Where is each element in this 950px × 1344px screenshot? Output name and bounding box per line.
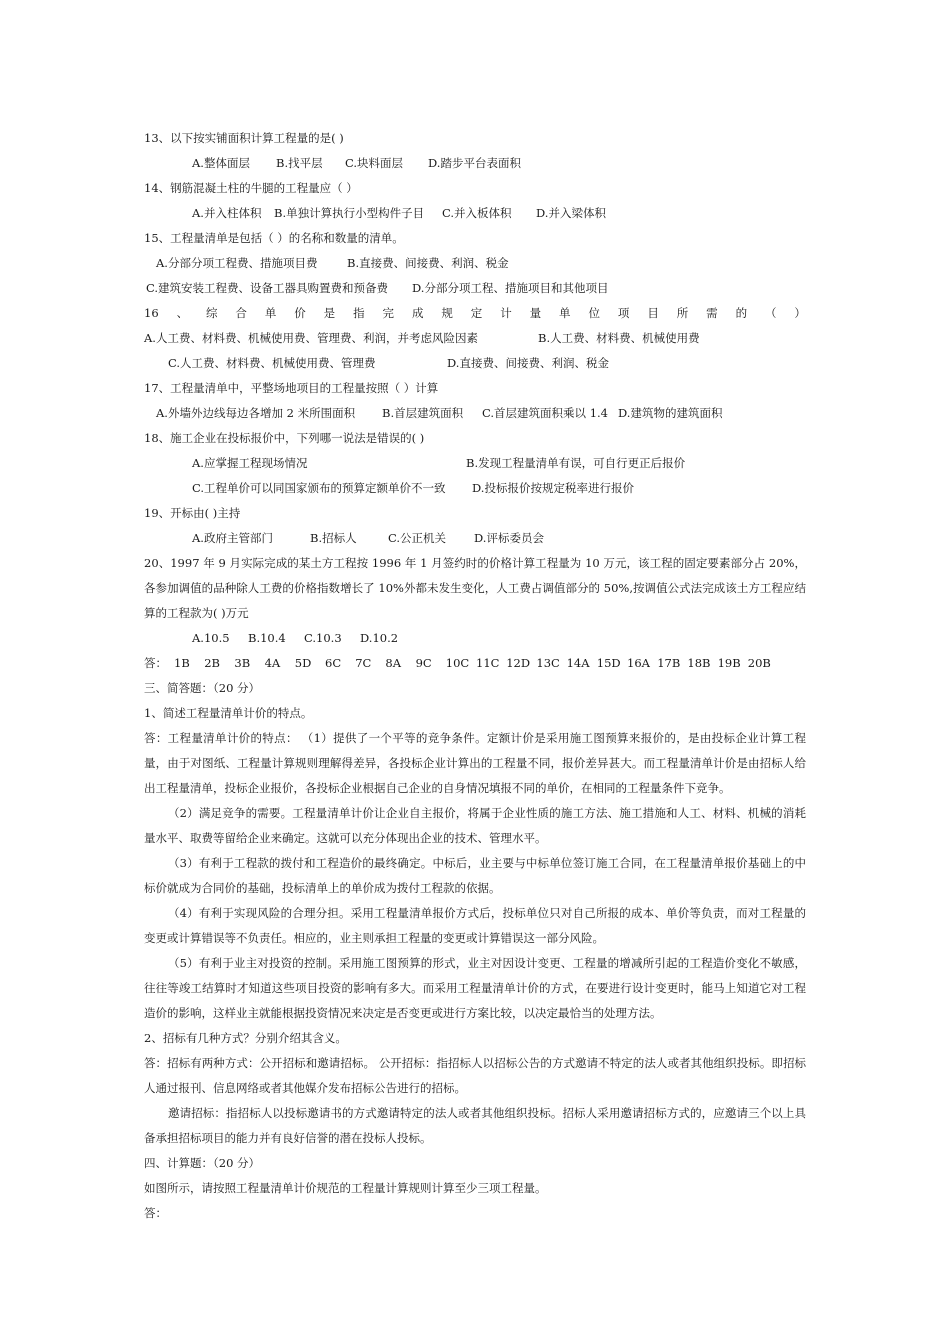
question-16-stem-char: 量 xyxy=(529,306,542,320)
question-16-stem-char: 所 xyxy=(676,306,689,320)
question-16-stem-char: 需 xyxy=(706,306,718,320)
answer-item: 13C xyxy=(536,656,560,670)
answer-item: 18B xyxy=(687,656,711,670)
question-17: 17、工程量清单中，平整场地项目的工程量按照（ ）计算 xyxy=(144,381,439,395)
option-b: B.单独计算执行小型构件子目 xyxy=(274,206,425,220)
option-a: A.政府主管部门 xyxy=(192,531,273,545)
option-d: D.投标报价按规定税率进行报价 xyxy=(472,481,634,495)
option-c: C.人工费、材料费、机械使用费、管理费 xyxy=(168,356,376,370)
question-19: 19、开标由( )主持 xyxy=(144,506,241,520)
option-d: D.分部分项工程、措施项目和其他项目 xyxy=(412,281,609,295)
question-16-stem-char: 、 xyxy=(176,306,189,320)
question-18-options-row2 xyxy=(144,476,806,501)
option-a: A.分部分项工程费、措施项目费 xyxy=(156,256,318,270)
answer-1-paragraph-3: （3）有利于工程款的拨付和工程造价的最终确定。中标后，业主要与中标单位签订施工合同，在工程量清单报价基础上的中标价就成为合同价的基础，投标清单上的单价成为拨付工程款的依据。 xyxy=(144,856,806,895)
question-16-stem-char: 项 xyxy=(617,306,630,320)
question-16-options-row2 xyxy=(144,351,806,376)
answer-1-paragraph-5: （5）有利于业主对投资的控制。采用施工图预算的形式，业主对因设计变更、工程量的增减所引起的工程造价变化不敏感，往往等竣工结算时才知道这些项目投资的影响有多大。而采用工程量清单计价的方式，在要进行设计变更时，能马上知道它对工程造价的影响，这样业主就能根据投资情况来决定是否变更或进行方案比较，以决定最恰当的处理方法。 xyxy=(144,956,806,1020)
option-c: C.10.3 xyxy=(304,631,342,645)
answer-key xyxy=(144,651,806,676)
short-question-1: 1、简述工程量清单计价的特点。 xyxy=(144,706,313,720)
question-16-stem-char: 定 xyxy=(470,306,483,320)
answer-item: 5D xyxy=(294,656,312,670)
question-16-stem-char: 单 xyxy=(559,306,571,320)
answer-2-paragraph-2: 邀请招标：指招标人以投标邀请书的方式邀请特定的法人或者其他组织投标。招标人采用邀请招标方式的，应邀请三个以上具备承担招标项目的能力并有良好信誉的潜在投标人投标。 xyxy=(144,1106,806,1145)
answer-item: 19B xyxy=(717,656,741,670)
answer-1-paragraph-1: 答：工程量清单计价的特点： （1）提供了一个平等的竞争条件。定额计价是采用施工图预算来报价的，是由投标企业计算工程量，由于对图纸、工程量计算规则理解得差异，各投标企业计算出的工程量不同，报价差异甚大。而工程量清单计价是由招标人给出工程量清单，投标企业报价，各投标企业根据自己企业的自身情况填报不同的单价，在相同的工程量条件下竞争。 xyxy=(144,731,806,795)
answer-1-paragraph-2: （2）满足竞争的需要。工程量清单计价让企业自主报价，将属于企业性质的施工方法、施工措施和人工、材料、机械的消耗量水平、取费等留给企业来确定。这就可以充分体现出企业的技术、管理水平。 xyxy=(144,806,806,845)
calculation-prompt: 如图所示，请按照工程量清单计价规范的工程量计算规则计算至少三项工程量。 xyxy=(144,1181,547,1195)
option-b: B.找平层 xyxy=(276,156,323,170)
option-b: B.发现工程量清单有误，可自行更正后报价 xyxy=(466,456,686,470)
question-16-stem-char: ） xyxy=(794,306,806,320)
question-18: 18、施工企业在投标报价中，下列哪一说法是错误的( ) xyxy=(144,431,425,445)
option-b: B.人工费、材料费、机械使用费 xyxy=(538,331,700,345)
answer-key-label: 答： xyxy=(144,656,167,670)
option-d: D.10.2 xyxy=(360,631,399,645)
question-16-stem-char: 单 xyxy=(264,306,277,320)
calculation-answer-label: 答： xyxy=(144,1206,167,1220)
option-d: D.直接费、间接费、利润、税金 xyxy=(447,356,609,370)
option-a: A.并入柱体积 xyxy=(192,206,262,220)
option-c: C.工程单价可以同国家颁布的预算定额单价不一致 xyxy=(192,481,446,495)
answer-item: 15D xyxy=(596,656,621,670)
question-20-options xyxy=(144,626,806,651)
answer-item: 4A xyxy=(264,656,281,670)
option-d: D.建筑物的建筑面积 xyxy=(618,406,723,420)
short-question-2: 2、招标有几种方式？分别介绍其含义。 xyxy=(144,1031,347,1045)
question-14: 14、钢筋混凝土柱的牛腿的工程量应（ ） xyxy=(144,181,358,195)
question-16-stem-char: 价 xyxy=(294,306,306,320)
answer-1-paragraph-4: （4）有利于实现风险的合理分担。采用工程量清单报价方式后，投标单位只对自己所报的成本、单价等负责，而对工程量的变更或计算错误等不负责任。相应的，业主则承担工程量的变更或计算错误这一部分风险。 xyxy=(144,906,806,945)
option-a: A.整体面层 xyxy=(192,156,250,170)
question-16-stem-char: 是 xyxy=(323,306,336,320)
option-c: C.并入板体积 xyxy=(442,206,512,220)
question-15-options-row1 xyxy=(144,251,806,276)
option-a: A.外墙外边线每边各增加 2 米所围面积 xyxy=(156,406,356,420)
option-c: C.首层建筑面积乘以 1.4 xyxy=(482,406,608,420)
question-15: 15、工程量清单是包括（ ）的名称和数量的清单。 xyxy=(144,231,404,245)
question-19-options xyxy=(144,526,806,551)
answer-item: 6C xyxy=(325,656,342,670)
question-16-stem-char: 合 xyxy=(235,306,247,320)
answer-item: 9C xyxy=(415,656,432,670)
question-14-options xyxy=(144,201,806,226)
question-16-stem-char: 完 xyxy=(382,306,395,320)
question-16-stem-char: 16 xyxy=(144,306,159,320)
answer-item: 3B xyxy=(234,656,251,670)
answer-item: 16A xyxy=(627,656,650,670)
question-16-options-row1 xyxy=(144,326,806,351)
option-d: D.踏步平台表面积 xyxy=(428,156,521,170)
question-18-options-row1 xyxy=(144,451,806,476)
question-20: 20、1997 年 9 月实际完成的某土方工程按 1996 年 1 月签约时的价格计算工程量为 10 万元，该工程的固定要素部分占 20%，各参加调值的品种除人工费的价格指数增长了 10%外都未发生变化，人工费占调值部分的 50%,按调值公式法完成该土方工程应结算的工程款为( )万元 xyxy=(144,556,806,620)
option-c: C.块料面层 xyxy=(345,156,404,170)
option-b: B.招标人 xyxy=(310,531,357,545)
answer-item: 2B xyxy=(204,656,220,670)
question-13: 13、以下按实铺面积计算工程量的是( ) xyxy=(144,131,344,145)
question-16-stem-char: （ xyxy=(765,306,777,320)
option-a: A.人工费、材料费、机械使用费、管理费、利润，并考虑风险因素 xyxy=(144,331,478,345)
option-b: B.10.4 xyxy=(248,631,286,645)
answer-item: 11C xyxy=(476,656,500,670)
option-b: B.直接费、间接费、利润、税金 xyxy=(347,256,509,270)
question-16-stem-char: 位 xyxy=(588,306,600,320)
option-a: A.应掌握工程现场情况 xyxy=(192,456,308,470)
answer-item: 7C xyxy=(355,656,372,670)
option-c: C.公正机关 xyxy=(388,531,447,545)
question-16 xyxy=(144,301,806,326)
answer-item: 10C xyxy=(445,656,470,670)
section-4-title: 四、计算题：（20 分） xyxy=(144,1156,261,1170)
option-b: B.首层建筑面积 xyxy=(382,406,464,420)
option-a: A.10.5 xyxy=(192,631,230,645)
question-16-stem-char: 目 xyxy=(647,306,659,320)
question-15-options-row2 xyxy=(144,276,806,301)
answer-item: 1B xyxy=(174,656,190,670)
exam-document xyxy=(144,126,806,1226)
answer-item: 14A xyxy=(566,656,590,670)
question-16-stem-char: 规 xyxy=(441,306,453,320)
question-16-stem-char: 成 xyxy=(411,306,424,320)
option-d: D.并入梁体积 xyxy=(536,206,606,220)
answer-item: 8A xyxy=(385,656,402,670)
question-16-stem-char: 的 xyxy=(735,306,748,320)
answer-2-paragraph-1: 答：招标有两种方式：公开招标和邀请招标。 公开招标：指招标人以招标公告的方式邀请不特定的法人或者其他组织投标。即招标人通过报刊、信息网络或者其他媒介发布招标公告进行的招标。 xyxy=(144,1056,806,1095)
section-3-title: 三、简答题：（20 分） xyxy=(144,681,261,695)
option-c: C.建筑安装工程费、设备工器具购置费和预备费 xyxy=(146,281,389,295)
answer-item: 20B xyxy=(747,656,771,670)
question-16-stem-char: 综 xyxy=(205,306,218,320)
option-d: D.评标委员会 xyxy=(474,531,544,545)
answer-item: 17B xyxy=(657,656,681,670)
question-16-stem-char: 指 xyxy=(353,306,365,320)
question-13-options xyxy=(144,151,806,176)
question-16-stem-char: 计 xyxy=(500,306,512,320)
question-17-options xyxy=(144,401,806,426)
answer-item: 12D xyxy=(506,656,531,670)
